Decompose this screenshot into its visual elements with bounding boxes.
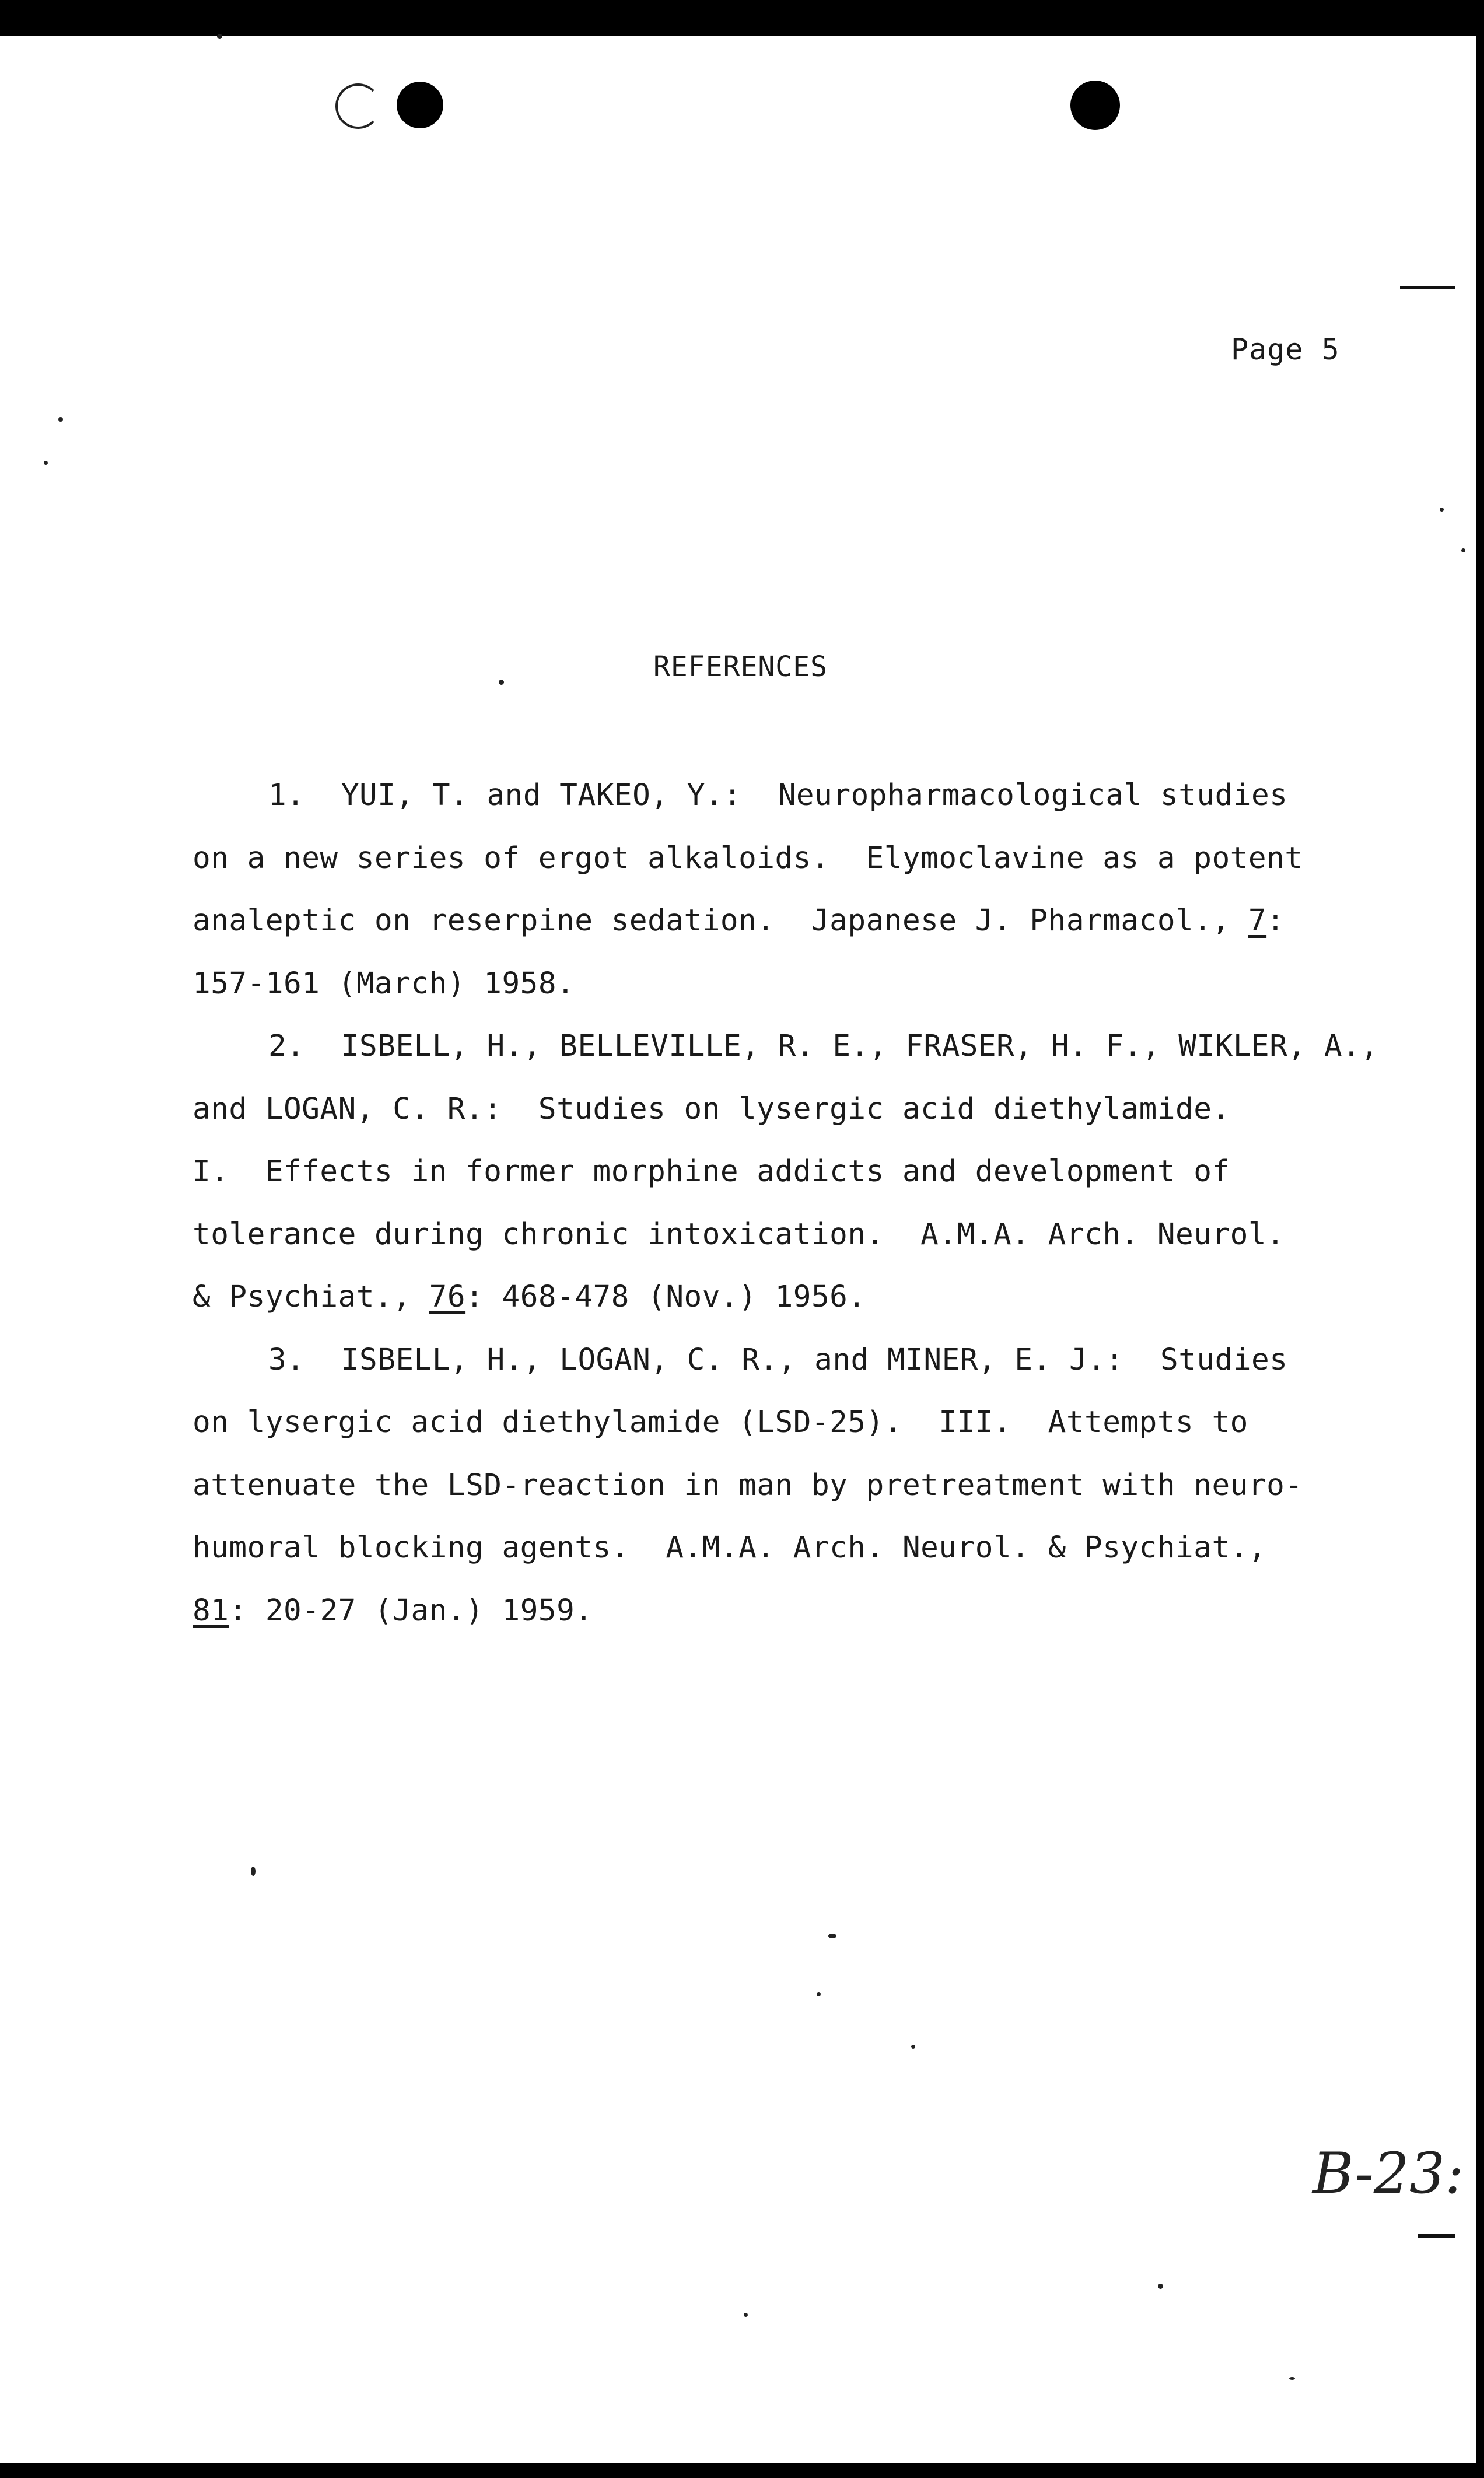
reference-line: and LOGAN, C. R.: Studies on lysergic acid diethylamide.	[192, 1091, 1230, 1126]
scan-speck	[1440, 508, 1444, 512]
reference-item-1	[192, 764, 1441, 1015]
reference-line: 81: 20-27 (Jan.) 1959.	[192, 1593, 593, 1628]
reference-line: attenuate the LSD-reaction in man by pretreatment with neuro-	[192, 1468, 1303, 1503]
scan-bottom-border	[0, 2463, 1484, 2478]
punch-hole-outline	[335, 83, 381, 129]
scan-speck	[911, 2045, 915, 2049]
margin-mark-top-right	[1400, 286, 1455, 289]
scan-speck	[217, 34, 222, 39]
journal-volume: 7	[1248, 904, 1267, 938]
reference-line: 2. ISBELL, H., BELLEVILLE, R. E., FRASER, H. F., WIKLER, A.,	[268, 1029, 1379, 1063]
page-number: Page 5	[1231, 332, 1340, 366]
reference-line: 157-161 (March) 1958.	[192, 966, 575, 1001]
reference-line: 3. ISBELL, H., LOGAN, C. R., and MINER, E. J.: Studies	[268, 1342, 1288, 1377]
journal-volume: 81	[192, 1593, 229, 1628]
handwritten-document-code: B-23:	[1312, 2141, 1464, 2206]
scan-speck	[1461, 548, 1465, 552]
scan-speck	[744, 2313, 748, 2317]
reference-item-3	[192, 1329, 1441, 1643]
reference-item-2	[192, 1015, 1441, 1329]
reference-line: 1. YUI, T. and TAKEO, Y.: Neuropharmacological studies	[268, 778, 1288, 813]
scan-right-border	[1476, 36, 1484, 2463]
reference-line: & Psychiat., 76: 468-478 (Nov.) 1956.	[192, 1280, 866, 1314]
reference-line: humoral blocking agents. A.M.A. Arch. Neurol. & Psychiat.,	[192, 1531, 1267, 1565]
punch-hole-left	[397, 82, 443, 128]
scan-speck	[58, 417, 63, 422]
scan-speck	[251, 1867, 256, 1876]
reference-line: on lysergic acid diethylamide (LSD-25). III. Attempts to	[192, 1405, 1248, 1440]
scan-speck	[817, 1992, 821, 1996]
scan-speck	[828, 1934, 836, 1938]
scan-top-border	[0, 0, 1484, 36]
reference-list	[192, 764, 1441, 1642]
references-heading: REFERENCES	[653, 650, 828, 683]
reference-line: analeptic on reserpine sedation. Japanese J. Pharmacol., 7:	[192, 904, 1285, 938]
journal-volume: 76	[429, 1280, 466, 1314]
reference-line: tolerance during chronic intoxication. A.M.A. Arch. Neurol.	[192, 1217, 1285, 1252]
margin-mark-bottom-right	[1418, 2234, 1455, 2238]
reference-line: I. Effects in former morphine addicts and development of	[192, 1154, 1230, 1189]
scan-speck	[44, 461, 48, 465]
reference-line: on a new series of ergot alkaloids. Elymoclavine as a potent	[192, 841, 1303, 876]
scan-speck	[1158, 2284, 1163, 2289]
scan-speck	[1289, 2377, 1295, 2380]
punch-hole-right	[1070, 80, 1120, 130]
scan-speck	[499, 680, 504, 685]
